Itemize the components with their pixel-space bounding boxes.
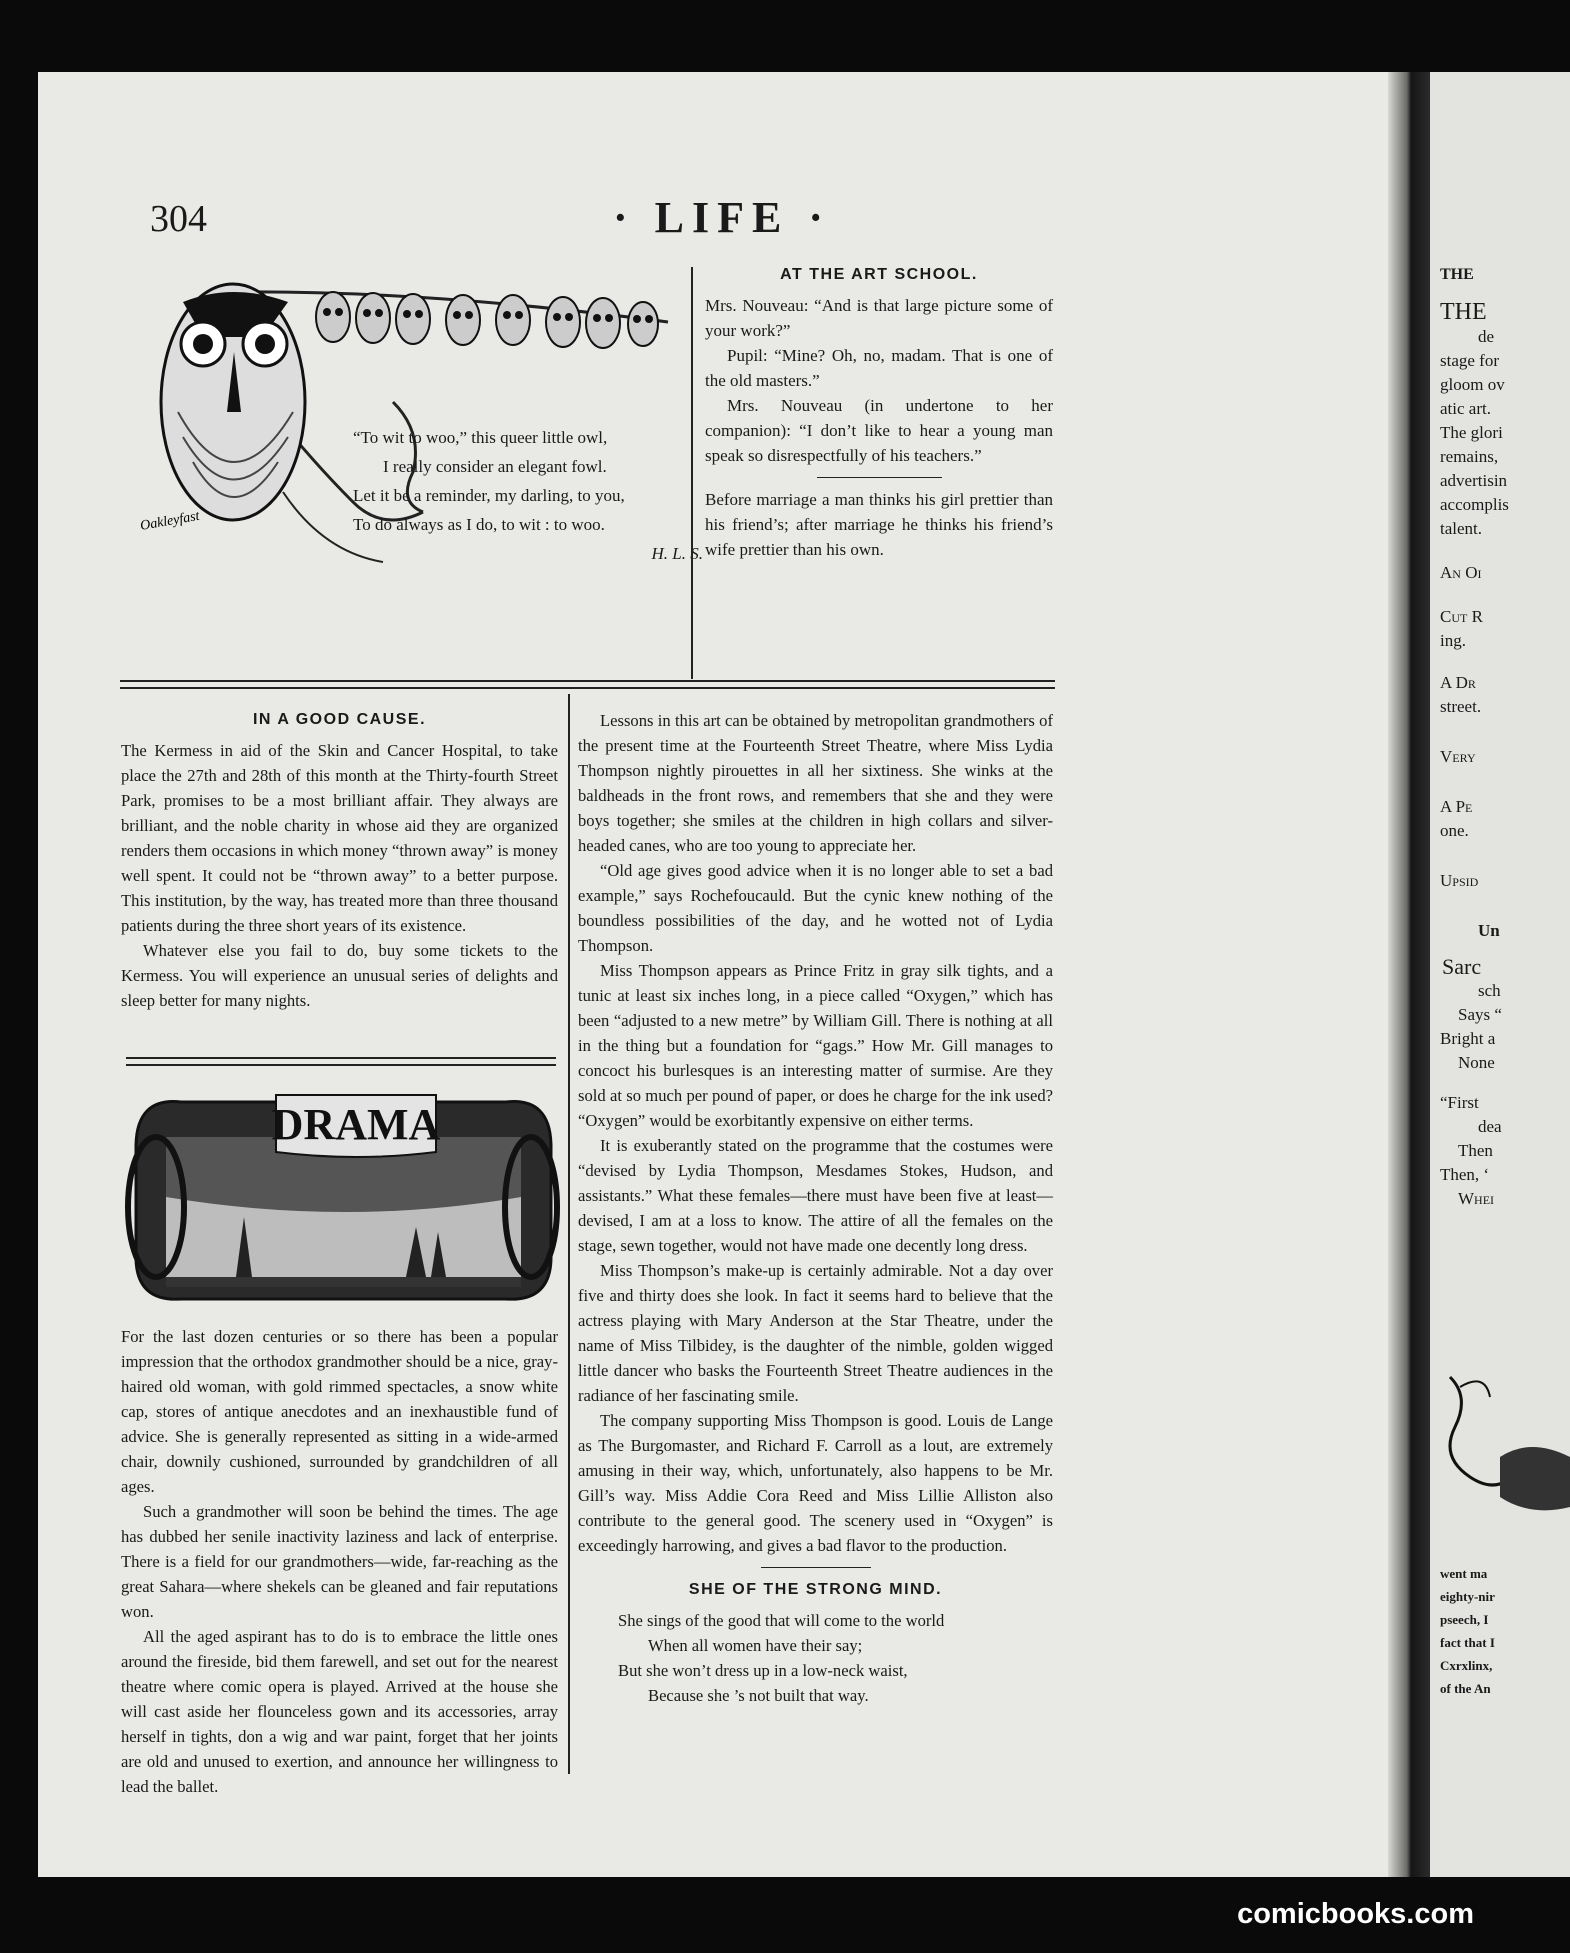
section-rule	[761, 1567, 871, 1568]
watermark-text: comicbooks.com	[1237, 1898, 1474, 1930]
facing-line: Un	[1478, 921, 1500, 940]
marriage-paragraph: Before marriage a man thinks his girl prettier than his friend’s; after marriage he thinks his friend’s wife prettier than his own.	[705, 490, 1053, 559]
column-divider	[568, 694, 570, 1774]
facing-line: advertisin	[1440, 471, 1508, 490]
facing-line: Bright a	[1440, 1029, 1496, 1048]
facing-line: dea	[1478, 1117, 1502, 1136]
facing-line: gloom ov	[1440, 375, 1505, 394]
section-rule	[126, 1057, 556, 1066]
paragraph: The company supporting Miss Thompson is good. Louis de Lange as The Burgomaster, and Richard F. Carroll as a lout, are extremely amusing in their way, which, unfortunately, also happens to be Mr. Gill’s way. Miss Addie Cora Reed and Miss Lillie Alliston also contribute to the general good. The scenery used in “Oxygen” is exceedingly harrowing, and gives a bad flavor to the production.	[578, 1411, 1053, 1555]
facing-line: went ma	[1440, 1566, 1488, 1581]
facing-line: Then, ‘	[1440, 1165, 1490, 1184]
drama-column-left	[121, 1324, 558, 1799]
drama-banner-illustration	[126, 1077, 556, 1307]
facing-line: Cxrxlinx,	[1440, 1658, 1493, 1673]
facing-line: ing.	[1440, 631, 1466, 650]
masthead-title: · LIFE ·	[613, 193, 832, 242]
facing-line: sch	[1478, 981, 1501, 1000]
paragraph: Miss Thompson’s make-up is certainly admirable. Not a day over five and thirty does she look. In fact it seems hard to believe that the actress playing with Mary Anderson at the Star Theatre, under the name of Miss Tilbidey, is the daughter of the nimble, golden wigged little dancer who basks the Fourteenth Street Theatre audiences in the radiance of her fascinating smile.	[578, 1261, 1053, 1405]
facing-line: stage for	[1440, 351, 1500, 370]
poem-line: But she won’t dress up in a low-neck waist,	[618, 1661, 908, 1680]
facing-line: Says “	[1458, 1005, 1502, 1024]
poem-line: Because she ’s not built that way.	[648, 1686, 869, 1705]
facing-line: Sarc	[1442, 954, 1482, 979]
facing-line: THE	[1440, 266, 1474, 283]
facing-line: pseech, I	[1440, 1612, 1489, 1627]
art-school-article	[705, 262, 1053, 562]
facing-line: A Pe	[1440, 797, 1473, 816]
owl-poem-line: Let it be a reminder, my darling, to you,	[353, 486, 625, 505]
paragraph: For the last dozen centuries or so there has been a popular impression that the orthodox grandmother should be a nice, gray-haired old woman, with gold rimmed spectacles, a snow white cap, stores of antique anecdotes and an inexhaustible fund of advice. She is generally represented as sitting in a wide-armed chair, downily cushioned, surrounded by grandchildren of all ages.	[121, 1327, 558, 1496]
facing-line: street.	[1440, 697, 1482, 716]
facing-line: None	[1458, 1053, 1495, 1072]
poem-line: She sings of the good that will come to the world	[618, 1611, 945, 1630]
facing-line: fact that I	[1440, 1635, 1495, 1650]
paragraph: The Kermess in aid of the Skin and Cancer Hospital, to take place the 27th and 28th of this month at the Thirty-fourth Street Park, promises to be a most brilliant affair. They always are brilliant, and the noble charity in whose aid they are organized renders them occasions in which money “thrown away” is money well spent. It could not be “thrown away” to a better purpose. This institution, by the way, has treated more than three thousand patients during the three short years of its existence.	[121, 741, 558, 935]
paragraph: Whatever else you fail to do, buy some tickets to the Kermess. You will experience an unusual series of delights and sleep better for many nights.	[121, 941, 558, 1010]
facing-line: remains,	[1440, 447, 1499, 466]
facing-line: “First	[1440, 1093, 1479, 1112]
artist-signature: Oakleyfast	[139, 508, 201, 534]
good-cause-article	[121, 707, 558, 1013]
strong-mind-poem	[578, 1608, 1053, 1708]
paragraph: Lessons in this art can be obtained by metropolitan grandmothers of the present time at the Fourteenth Street Theatre, where Miss Lydia Thompson nightly pirouettes in all her sixtiness. She winks at the baldheads in the front rows, and remembers that she and they were boys together; she smiles at the children in high collars and silver-headed canes, who are too young to appreciate her.	[578, 711, 1053, 855]
section-rule	[817, 477, 942, 478]
magazine-page	[38, 72, 1509, 1877]
facing-line: talent.	[1440, 519, 1483, 538]
good-cause-title: IN A GOOD CAUSE.	[252, 711, 427, 728]
paragraph: It is exuberantly stated on the programme that the costumes were “devised by Lydia Thompson, Mesdames Stokes, Hudson, and assistants.” What these females—there must have been five at least—devised, I am at a loss to know. The attire of all the females on the stage, sewn together, would not have made one decently long dress.	[578, 1136, 1053, 1255]
column-divider	[691, 267, 693, 679]
facing-line: A Dr	[1440, 673, 1476, 692]
paragraph: Miss Thompson appears as Prince Fritz in gray silk tights, and a tunic at least six inches long, in a piece called “Oxygen,” which has been “adjusted to a new metre” by William Gill. There is nothing at all in the thing but a foundation for “gags.” How Mr. Gill manages to concoct his burlesques is an interesting matter of surmise. Are they sold at so much per pound of paper, or does he charge for the ink used? “Oxygen” would be exorbitantly expensive on either terms.	[578, 961, 1053, 1130]
facing-page-illustration	[1430, 1367, 1570, 1527]
poem-line: When all women have their say;	[648, 1636, 863, 1655]
paragraph: Mrs. Nouveau: “And is that large picture some of your work?”	[705, 296, 1053, 340]
facing-line: accomplis	[1440, 495, 1509, 514]
facing-line: atic art.	[1440, 399, 1491, 418]
facing-line: de	[1478, 327, 1495, 346]
drama-banner-title: DRAMA	[271, 1100, 441, 1149]
facing-line: Upsid	[1440, 871, 1479, 890]
facing-line: The glori	[1440, 423, 1503, 442]
strong-mind-title: SHE OF THE STRONG MIND.	[688, 1581, 943, 1598]
facing-line: Cut R	[1440, 607, 1483, 626]
facing-line: THE	[1440, 299, 1487, 325]
facing-line: of the An	[1440, 1681, 1491, 1696]
owl-poem-line: To do always as I do, to wit : to woo.	[353, 515, 605, 534]
art-school-title: AT THE ART SCHOOL.	[780, 266, 978, 283]
facing-line: Whei	[1458, 1189, 1495, 1208]
paragraph: “Old age gives good advice when it is no longer able to set a bad example,” says Rochefoucauld. But the cynic knew nothing of the boundless possibilities of the day, and he wotted not of Lydia Thompson.	[578, 861, 1053, 955]
owl-poem-line: “To wit to woo,” this queer little owl,	[353, 428, 608, 447]
section-rule	[120, 680, 1055, 689]
page-gutter	[1388, 72, 1430, 1877]
paragraph: Such a grandmother will soon be behind the times. The age has dubbed her senile inactivity laziness and lack of enterprise. There is a field for our grandmothers—wide, far-reaching as the great Sahara—where shekels can be gleaned and fair reputations won.	[121, 1502, 558, 1621]
facing-line: Then	[1458, 1141, 1493, 1160]
owl-poem	[353, 423, 703, 568]
facing-line: An Oi	[1440, 563, 1482, 582]
paragraph: Mrs. Nouveau (in undertone to her companion): “I don’t like to hear a young man speak so disrespectfully of his teachers.”	[705, 396, 1053, 465]
page-number: 304	[150, 198, 207, 240]
paragraph: Pupil: “Mine? Oh, no, madam. That is one of the old masters.”	[705, 346, 1053, 390]
poem-author: H. L. S.	[651, 544, 703, 563]
facing-line: eighty-nir	[1440, 1589, 1495, 1604]
owl-poem-line: I really consider an elegant fowl.	[383, 457, 607, 476]
facing-line: one.	[1440, 821, 1469, 840]
paragraph: All the aged aspirant has to do is to embrace the little ones around the fireside, bid them farewell, and set out for the nearest theatre where comic opera is played. Arrived at the house she will cast aside her flounceless gown and its accessories, array herself in tights, don a wig and war paint, forget that her joints are old and unused to exertion, and announce her willingness to lead the ballet.	[121, 1627, 558, 1796]
drama-column-right	[578, 708, 1053, 1708]
facing-line: Very	[1440, 747, 1476, 766]
